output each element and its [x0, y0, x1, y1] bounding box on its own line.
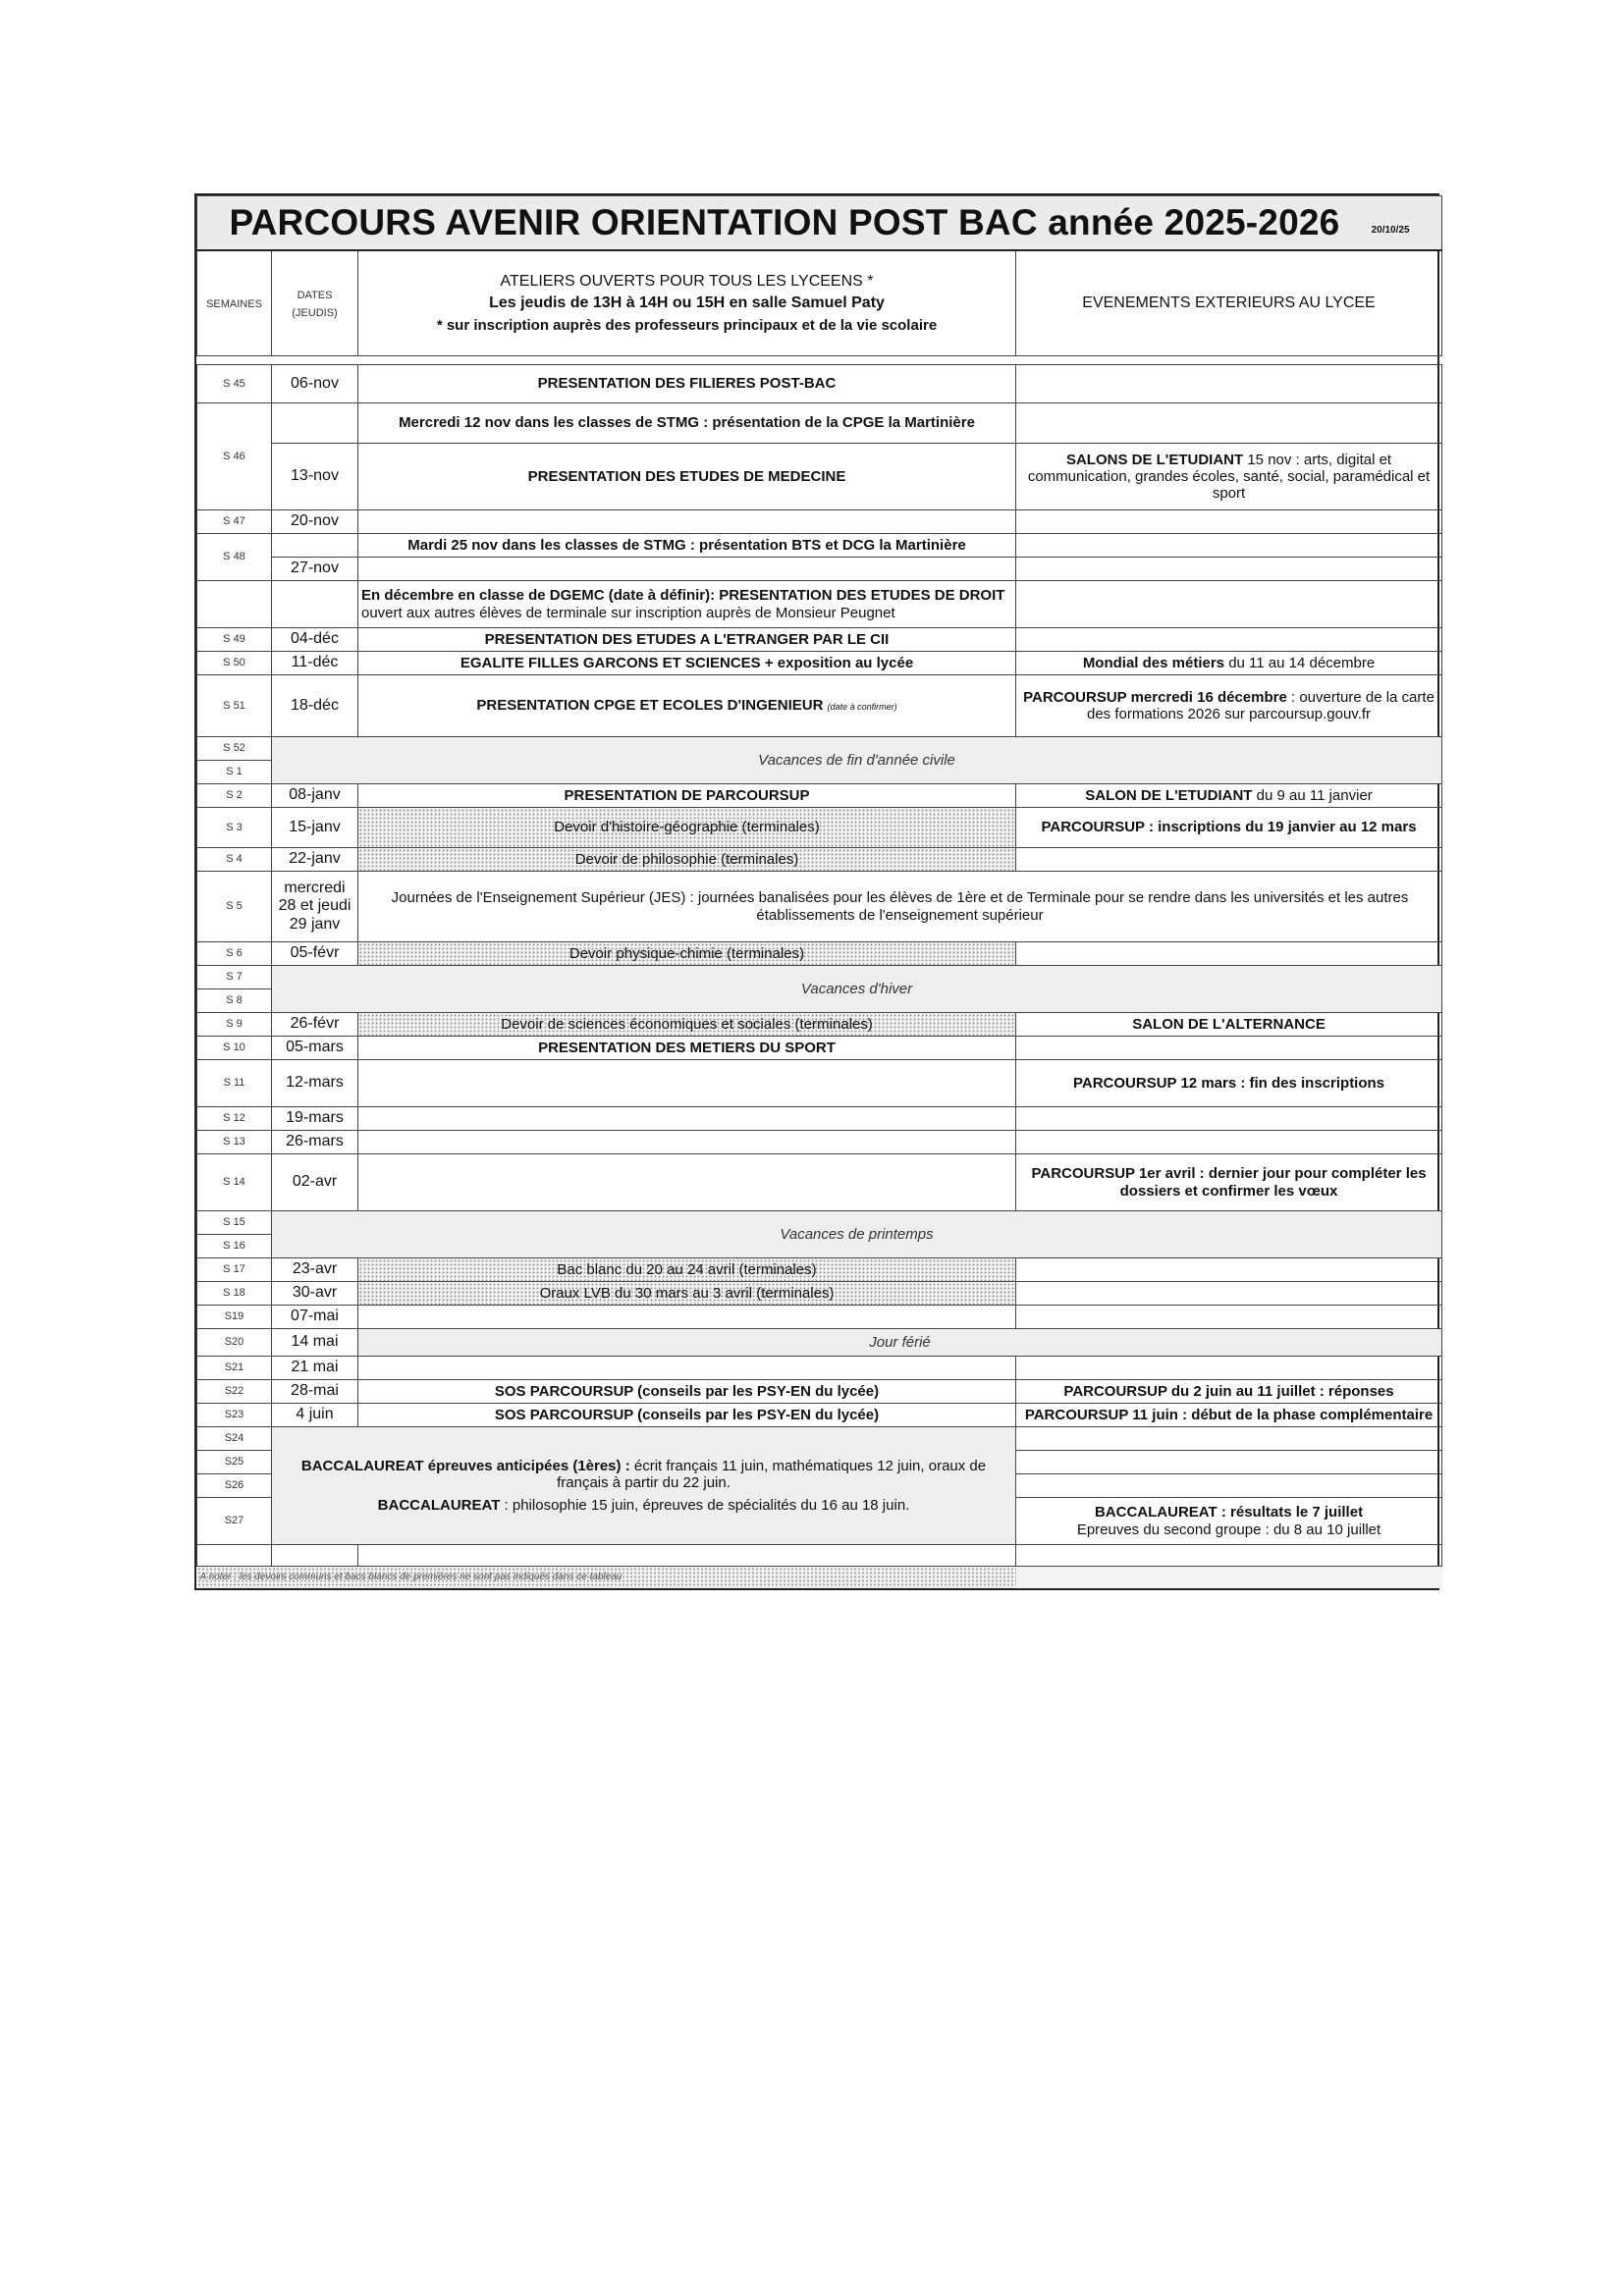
- footnote-row: [197, 1567, 1442, 1588]
- table-row: S 8: [197, 989, 1442, 1013]
- dates-header: DATES (JEUDIS): [272, 250, 358, 356]
- table-row: S 9 26-févr Devoir de sciences économiques et sociales (terminales) SALON DE L'ALTERNANCE: [197, 1013, 1442, 1037]
- table-row: S 49 04-déc PRESENTATION DES ETUDES A L'ETRANGER PAR LE CII: [197, 628, 1442, 652]
- table-row: S 45 06-nov PRESENTATION DES FILIERES POST-BAC: [197, 365, 1442, 403]
- table-row: 27-nov: [197, 558, 1442, 581]
- table-row: S 47 20-nov: [197, 510, 1442, 534]
- table-row: S 17 23-avr Bac blanc du 20 au 24 avril (terminales): [197, 1258, 1442, 1282]
- december-cell: En décembre en classe de DGEMC (date à définir): PRESENTATION DES ETUDES DE DROIT ouvert aux autres élèves de terminale sur inscription auprès de Monsieur Peugnet: [358, 581, 1016, 628]
- separator-row: [197, 356, 1442, 365]
- table-row: S24 BACCALAUREAT épreuves anticipées (1ères) : écrit français 11 juin, mathématiques 12 juin, oraux de français à partir du 22 juin. BACCALAUREAT : philosophie 15 juin, épreuves de spécialités du 16 au 18 juin.: [197, 1427, 1442, 1451]
- table-row: S22 28-mai SOS PARCOURSUP (conseils par les PSY-EN du lycée) PARCOURSUP du 2 juin au 11 juillet : réponses: [197, 1380, 1442, 1404]
- table-row: S23 4 juin SOS PARCOURSUP (conseils par les PSY-EN du lycée) PARCOURSUP 11 juin : début de la phase complémentaire: [197, 1404, 1442, 1427]
- jes-cell: Journées de l'Enseignement Supérieur (JES) : journées banalisées pour les élèves de 1ère et de Terminale pour se rendre dans les universités et les autres établissements de l'enseignement supérieur: [358, 872, 1442, 942]
- weeks-header: SEMAINES: [197, 250, 272, 356]
- header-row: [197, 250, 1442, 356]
- table-row: S 51 18-déc PRESENTATION CPGE ET ECOLES D'INGENIEUR (date à confirmer) PARCOURSUP mercredi 16 décembre : ouverture de la carte des formations 2026 sur parcoursup.gouv.fr: [197, 675, 1442, 737]
- table-row: S 14 02-avr PARCOURSUP 1er avril : dernier jour pour compléter les dossiers et confirmer les vœux: [197, 1154, 1442, 1211]
- table-row: S 4 22-janv Devoir de philosophie (terminales): [197, 848, 1442, 872]
- title-row: [197, 196, 1442, 251]
- table-row: 13-nov PRESENTATION DES ETUDES DE MEDECINE SALONS DE L'ETUDIANT 15 nov : arts, digital et communication, grandes écoles, santé, social, paramédical et sport: [197, 444, 1442, 510]
- footnote: A noter : les devoirs communs et bacs blancs de premières ne sont pas indiqués dans ce tableau: [197, 1567, 1016, 1588]
- table-row: S19 07-mai: [197, 1306, 1442, 1329]
- table-row: S 15 Vacances de printemps: [197, 1211, 1442, 1235]
- events-header: EVENEMENTS EXTERIEURS AU LYCEE: [1016, 250, 1442, 356]
- table-row: S 46 Mercredi 12 nov dans les classes de STMG : présentation de la CPGE la Martinière: [197, 403, 1442, 444]
- baccalaureat-cell: BACCALAUREAT épreuves anticipées (1ères) : écrit français 11 juin, mathématiques 12 juin, oraux de français à partir du 22 juin. BACCALAUREAT : philosophie 15 juin, épreuves de spécialités du 16 au 18 juin.: [272, 1427, 1016, 1545]
- blank-row: [197, 1545, 1442, 1567]
- event-cell: SALONS DE L'ETUDIANT 15 nov : arts, digital et communication, grandes écoles, santé, social, paramédical et sport: [1016, 444, 1442, 510]
- holiday-banner: Vacances de printemps: [272, 1211, 1442, 1258]
- table-row: S 1: [197, 761, 1442, 784]
- holiday-banner: Vacances d'hiver: [272, 966, 1442, 1013]
- table-row: S 6 05-févr Devoir physique-chimie (terminales): [197, 942, 1442, 966]
- table-row: S 16: [197, 1235, 1442, 1258]
- table-row: S21 21 mai: [197, 1357, 1442, 1380]
- table-row: S 18 30-avr Oraux LVB du 30 mars au 3 avril (terminales): [197, 1282, 1442, 1306]
- table-row: S 13 26-mars: [197, 1131, 1442, 1154]
- table-row: S 5 mercredi 28 et jeudi 29 janv Journées de l'Enseignement Supérieur (JES) : journées banalisées pour les élèves de 1ère et de Terminale pour se rendre dans les universités et les autres établissements de l'enseignement supérieur: [197, 872, 1442, 942]
- table-row: S26: [197, 1474, 1442, 1498]
- table-row: S27 BACCALAUREAT : résultats le 7 juillet Epreuves du second groupe : du 8 au 10 juillet: [197, 1498, 1442, 1545]
- table-row: [197, 581, 1442, 628]
- table-row: S 52 Vacances de fin d'année civile: [197, 737, 1442, 761]
- table-row: S20 14 mai Jour férié: [197, 1329, 1442, 1357]
- holiday-banner: Vacances de fin d'année civile: [272, 737, 1442, 784]
- table-row: S 11 12-mars PARCOURSUP 12 mars : fin des inscriptions: [197, 1060, 1442, 1107]
- table-row: S 48 Mardi 25 nov dans les classes de STMG : présentation BTS et DCG la Martinière: [197, 534, 1442, 558]
- table-row: S 7 Vacances d'hiver: [197, 966, 1442, 989]
- table-row: S 50 11-déc EGALITE FILLES GARCONS ET SCIENCES + exposition au lycée Mondial des métiers du 11 au 14 décembre: [197, 652, 1442, 675]
- title-date: 20/10/25: [1371, 225, 1410, 236]
- workshops-header: ATELIERS OUVERTS POUR TOUS LES LYCEENS * Les jeudis de 13H à 14H ou 15H en salle Samuel Paty * sur inscription auprès des professeurs principaux et de la vie scolaire: [358, 250, 1016, 356]
- public-holiday: Jour férié: [358, 1329, 1442, 1357]
- schedule-sheet: [194, 193, 1439, 1590]
- table-row: S25: [197, 1451, 1442, 1474]
- table-row: S 3 15-janv Devoir d'histoire-géographie (terminales) PARCOURSUP : inscriptions du 19 janvier au 12 mars: [197, 808, 1442, 848]
- page-title: PARCOURS AVENIR ORIENTATION POST BAC année 2025-2026: [229, 201, 1340, 242]
- table-row: S 10 05-mars PRESENTATION DES METIERS DU SPORT: [197, 1037, 1442, 1060]
- schedule-table: [196, 195, 1442, 1588]
- table-row: S 12 19-mars: [197, 1107, 1442, 1131]
- table-row: S 2 08-janv PRESENTATION DE PARCOURSUP SALON DE L'ETUDIANT du 9 au 11 janvier: [197, 784, 1442, 808]
